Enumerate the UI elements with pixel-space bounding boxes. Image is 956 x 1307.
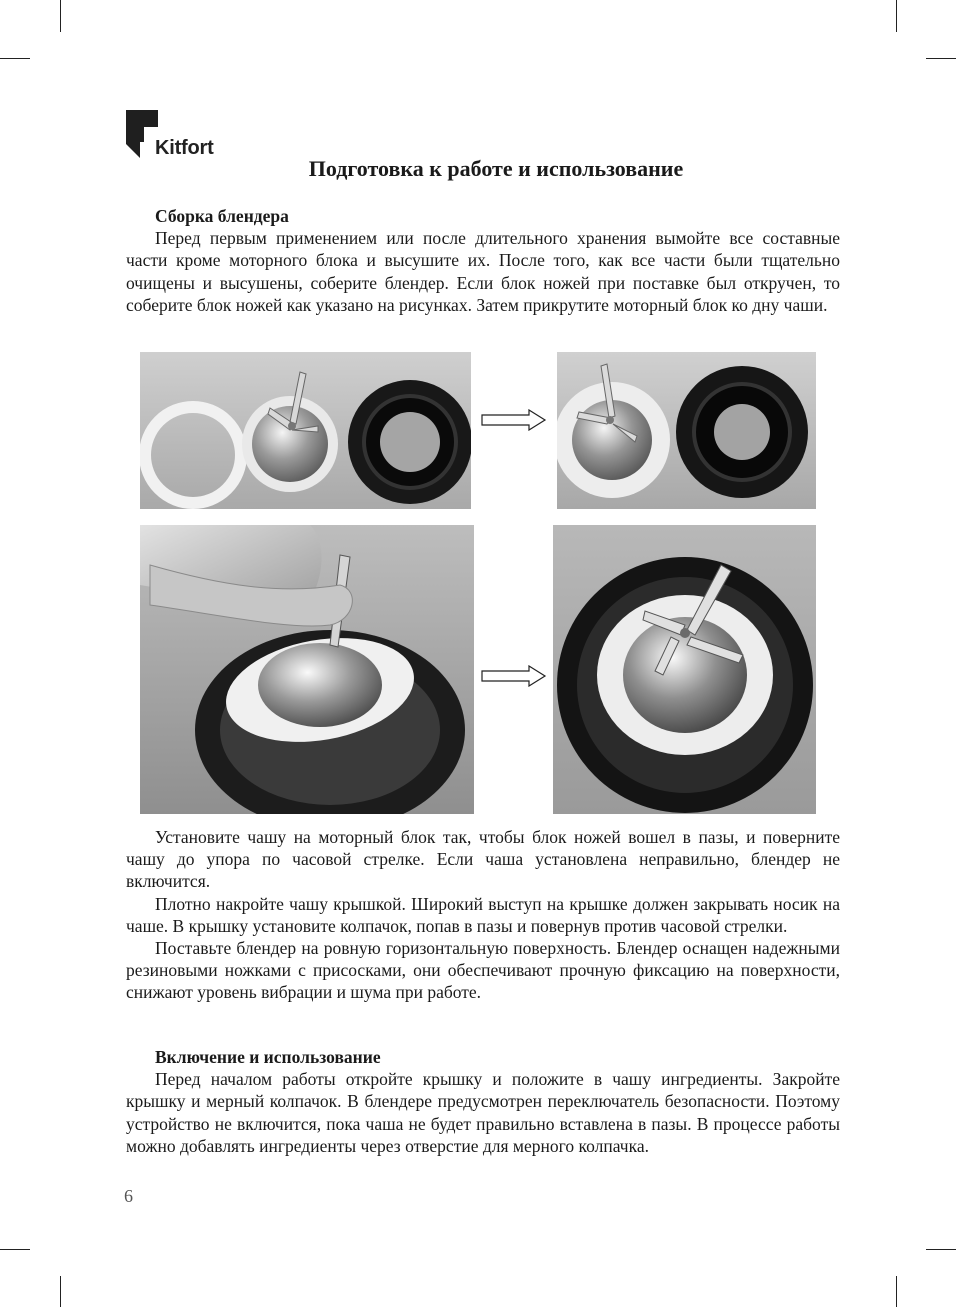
assembly-paragraph: Перед первым применением или после длительного хранения вымойте все составные части кроме моторного блока и высушите их. После того, как все части были тщательно очищены и высушены, соберите блендер. Если блок ножей при поставке был откручен, то соберите блок ножей как указано на рисунках. Затем прикрутите моторный блок ко дну чаши.	[126, 228, 840, 315]
installation-paragraph-2: Плотно накройте чашу крышкой. Широкий выступ на крышке должен закрывать носик на чаше. В крышку установите колпачок, попав в пазы и повернув против часовой стрелки.	[126, 893, 840, 936]
photo-gasket-installed	[557, 352, 816, 509]
crop-mark	[926, 1249, 956, 1250]
installation-paragraph-1: Установите чашу на моторный блок так, чтобы блок ножей вошел в пазы, и поверните чашу до упора по часовой стрелке. Если чаша установлена неправильно, блендер не включится.	[126, 827, 840, 892]
page-number: 6	[124, 1186, 133, 1206]
crop-mark	[60, 1276, 61, 1307]
assembly-section	[126, 205, 840, 316]
page-title: Подготовка к работе и использование	[308, 156, 684, 181]
arrow-right-icon	[481, 409, 547, 431]
photo-blade-assembled	[553, 525, 816, 814]
kitfort-logo-icon	[126, 110, 158, 158]
arrow-right-icon	[481, 665, 547, 687]
photo-parts-separated	[140, 352, 471, 509]
parts-separated-illustration	[140, 352, 471, 509]
blade-assembled-illustration	[553, 525, 816, 814]
photo-hand-inserting-blade	[140, 525, 474, 814]
crop-mark	[60, 0, 61, 32]
installation-section	[126, 826, 840, 1004]
installation-paragraph-3: Поставьте блендер на ровную горизонтальную поверхность. Блендер оснащен надежными резиновыми ножками с присосками, они обеспечивают прочную фиксацию на поверхности, снижают уровень вибрации и шума при работе.	[126, 938, 840, 1003]
usage-section	[126, 1046, 840, 1157]
gasket-installed-illustration	[557, 352, 816, 509]
crop-mark	[0, 1249, 30, 1250]
usage-paragraph: Перед началом работы откройте крышку и положите в чашу ингредиенты. Закройте крышку и мерный колпачок. В блендере предусмотрен переключатель безопасности. Поэтому устройство не включится, пока чаша не будет правильно вставлена в пазы. В процессе работы можно добавлять ингредиенты через отверстие для мерного колпачка.	[126, 1069, 840, 1156]
brand-name: Kitfort	[155, 137, 214, 159]
hand-inserting-illustration	[140, 525, 474, 814]
crop-mark	[0, 58, 30, 59]
assembly-heading: Сборка блендера	[155, 206, 289, 226]
usage-heading: Включение и использование	[155, 1047, 381, 1067]
crop-mark	[896, 0, 897, 32]
crop-mark	[896, 1276, 897, 1307]
crop-mark	[926, 58, 956, 59]
